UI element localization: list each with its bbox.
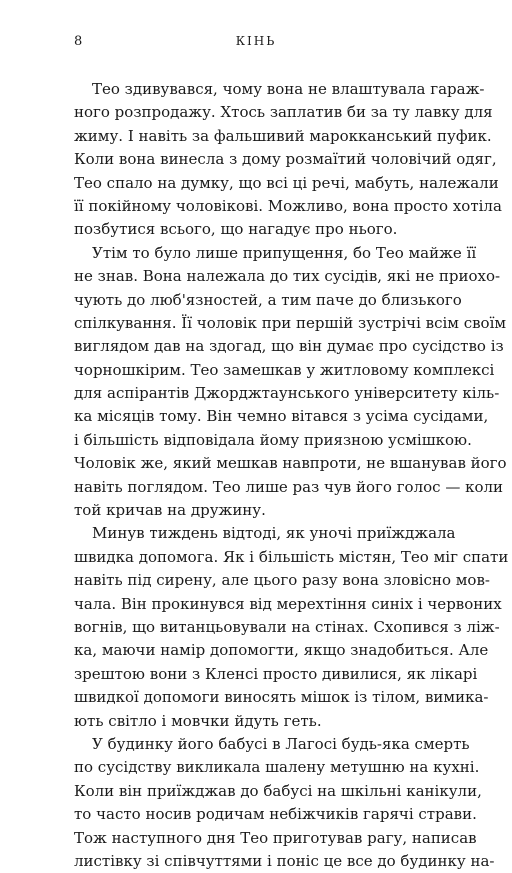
text-line: ного розпродажу. Хтось заплатив би за ту лавку для — [74, 103, 493, 122]
text-line: ка місяців тому. Він чемно вітався з усіма сусідами, — [74, 407, 489, 426]
text-line: виглядом дав на здогад, що він думає про сусідство із — [74, 337, 504, 356]
text-line: чорношкірим. Тео замешкав у житловому комплексі — [74, 360, 495, 379]
text-line: позбутися всього, що нагадує про нього. — [74, 220, 398, 239]
running-title: КІНЬ — [235, 34, 277, 48]
text-line: то часто носив родичам небіжчиків гарячі страви. — [74, 805, 477, 824]
text-line: зрештою вони з Кленсі просто дивилися, як лікарі — [74, 664, 478, 683]
text-line: її покійному чоловікові. Можливо, вона просто хотіла — [74, 196, 502, 215]
text-line: спілкування. Її чоловік при першій зустрічі всім своїм — [74, 313, 507, 332]
text-line: Чоловік же, який мешкав навпроти, не вшанував його — [74, 454, 507, 473]
text-line: Тео здивувався, чому вона не влаштувала гараж- — [92, 80, 485, 98]
text-line: У будинку його бабусі в Лагосі будь-яка смерть — [92, 734, 470, 753]
text-line: Утім то було лише припущення, бо Тео майже її — [92, 243, 477, 262]
text-line: вогнів, що витанцьовували на стінах. Схопився з ліж- — [74, 617, 500, 636]
text-line: листівку зі співчуттями і поніс це все до будинку на- — [74, 851, 495, 870]
text-line: чують до люб'язностей, а тим паче до близького — [74, 290, 462, 309]
text-line: не знав. Вона належала до тих сусідів, які не приохо- — [74, 267, 501, 286]
text-line: жиму. І навіть за фальшивий марокканський пуфик. — [74, 126, 492, 145]
text-line: для аспірантів Джорджтаунського університету кіль- — [74, 384, 500, 403]
text-line: Коли він приїжджав до бабусі на шкільні канікули, — [74, 781, 482, 800]
text-line: і більшість відповідала йому приязною усмішкою. — [74, 430, 472, 449]
text-line: Тео спало на думку, що всі ці речі, мабуть, належали — [74, 173, 499, 192]
text-line: навіть поглядом. Тео лише раз чув його голос — коли — [74, 477, 504, 496]
text-line: по сусідству викликала шалену метушню на кухні. — [74, 758, 480, 777]
text-line: швидкої допомоги виносять мішок із тілом, вимика- — [74, 688, 489, 707]
text-line: ка, маючи намір допомогти, якщо знадобиться. Але — [74, 641, 489, 660]
text-line: ють світло і мовчки йдуть геть. — [74, 711, 322, 730]
page-header — [0, 34, 512, 52]
text-line: швидка допомога. Як і більшість містян, Тео міг спати — [74, 547, 509, 566]
text-line: Минув тиждень відтоді, як уночі приїжджала — [92, 524, 456, 543]
page-number: 8 — [74, 34, 83, 49]
text-line: чала. Він прокинувся від мерехтіння синіх і червоних — [74, 594, 502, 613]
text-line: Коли вона винесла з дому розмаїтий чоловічий одяг, — [74, 150, 497, 169]
text-line: той кричав на дружину. — [74, 501, 266, 520]
body-text — [74, 78, 509, 873]
text-line: навіть під сирену, але цього разу вона зловісно мов- — [74, 571, 490, 590]
text-line: Тож наступного дня Тео приготував рагу, написав — [74, 828, 477, 847]
